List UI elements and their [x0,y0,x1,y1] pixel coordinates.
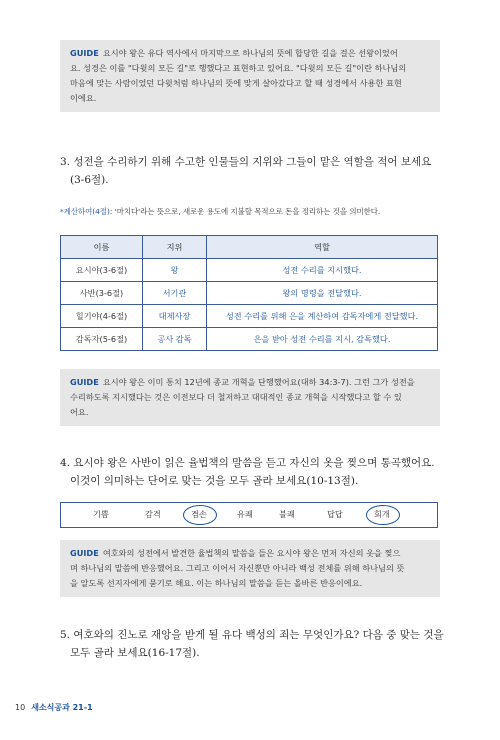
guide-box-1 [60,40,440,112]
table-row [61,282,438,305]
guide-line: 며 하나님의 말씀에 반응했어요. 그리고 이어서 자신뿐만 아니라 백성 전체를 위해 하나님의 뜻 [70,563,405,573]
page-number: 10 [15,703,26,712]
cell-rank: 서기관 [143,282,207,305]
guide-line: 이에요. [70,93,97,103]
word-choices-box [60,502,438,528]
header-rank: 지위 [143,236,207,259]
cell-rank: 왕 [143,259,207,282]
guide-line: 어요. [70,407,89,417]
question-3 [60,153,445,189]
book-title: 새소식공과 21-1 [31,703,93,712]
table-row [61,259,438,282]
question-4-line-1: 4. 요시야 왕은 사반이 읽은 율법책의 말씀을 듣고 자신의 옷을 찢으며 통곡했어요. [60,457,435,469]
choice-word[interactable]: 감격 [145,509,161,519]
choice-word-selected[interactable]: 회개 [374,509,390,519]
question-4 [60,454,445,490]
header-name: 이름 [61,236,143,259]
guide-tag: GUIDE [70,377,99,387]
guide-line [70,375,430,390]
guide-line: 마음에 맞는 사람이었던 다윗처럼 하나님의 뜻에 맞게 살아갔다고 할 때 성경에서 사용한 표현 [70,78,402,88]
cell-name: 요시야(3-6절) [61,259,143,282]
guide-tag: GUIDE [70,548,99,558]
question-3-line-1: 3. 성전을 수리하기 위해 수고한 인물들의 지위와 그들이 맡은 역할을 적어 보세요 [60,156,432,168]
guide-tag: GUIDE [70,48,99,58]
choice-word[interactable]: 불쾌 [279,509,295,519]
cell-rank: 대제사장 [143,305,207,328]
cell-name: 감독자(5-6절) [61,328,143,351]
cell-role: 왕의 명령을 전달했다. [207,282,438,305]
question-5-line-2: 모두 골라 보세요(16-17절). [70,647,200,659]
choice-word-selected[interactable]: 겸손 [191,509,207,519]
page-footer [15,702,93,713]
guide-box-3 [60,540,440,597]
choice-word[interactable]: 답답 [327,509,343,519]
guide-text: 여호와의 성전에서 발견한 율법책의 말씀을 들은 요시야 왕은 먼저 자신의 옷을 찢으 [102,548,401,558]
footnote-term: *계산하여(4절) [60,207,110,216]
guide-line [70,46,430,61]
choice-word[interactable]: 유쾌 [237,509,253,519]
guide-line [70,546,430,561]
footnote [60,206,440,217]
table-row [61,328,438,351]
guide-text: 요시야 왕은 이미 통치 12년에 종교 개혁을 단행했어요(대하 34:3-7). 그런 그가 성전을 [102,377,415,387]
question-5-line-1: 5. 여호와의 진노로 재앙을 받게 될 유다 백성의 죄는 무엇인가요? 다음 중 맞는 것을 [60,629,444,641]
guide-line: 수리하도록 지시했다는 것은 이전보다 더 철저하고 대대적인 종교 개혁을 시작했다고 할 수 있 [70,392,402,402]
header-role: 역할 [207,236,438,259]
roles-table [60,235,438,351]
choice-word[interactable]: 기쁨 [93,509,109,519]
question-3-line-2: (3-6절). [70,174,109,186]
guide-box-2 [60,369,440,426]
footnote-text: : '마치다'라는 뜻으로, 새로운 용도에 지불할 목적으로 돈을 정리하는 것을 의미한다. [109,207,381,216]
question-5 [60,626,445,662]
cell-role: 성전 수리를 위해 은을 계산하여 감독자에게 전달했다. [207,305,438,328]
table-header-row [61,236,438,259]
guide-line: 을 알도록 선지자에게 묻기로 해요. 이는 하나님의 말씀을 듣는 올바른 반응이에요. [70,578,363,588]
cell-role: 은을 받아 성전 수리를 지시, 감독했다. [207,328,438,351]
cell-rank: 공사 감독 [143,328,207,351]
guide-text: 요시야 왕은 유다 역사에서 마지막으로 하나님의 뜻에 합당한 길을 걸은 선왕이었어 [102,48,398,58]
cell-name: 힐기야(4-6절) [61,305,143,328]
cell-role: 성전 수리를 지시했다. [207,259,438,282]
question-4-line-2: 이것이 의미하는 단어로 맞는 것을 모두 골라 보세요(10-13절). [70,475,359,487]
table-row [61,305,438,328]
cell-name: 사반(3-6절) [61,282,143,305]
guide-line: 요. 성경은 이를 "다윗의 모든 길"로 행했다고 표현하고 있어요. "다윗의 모든 길"이란 하나님의 [70,63,407,73]
